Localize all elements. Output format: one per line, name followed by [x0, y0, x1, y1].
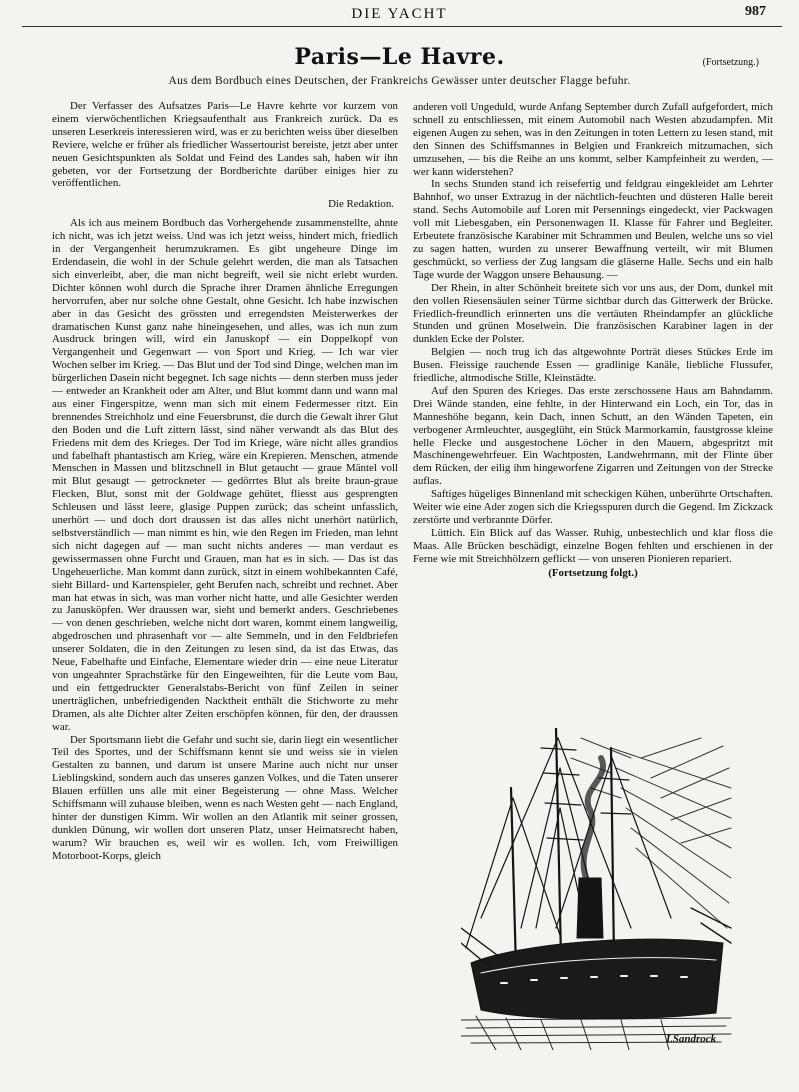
page-number: 987 [745, 4, 766, 19]
ship-illustration [461, 728, 733, 1050]
right-paragraph-4: Belgien — noch trug ich das altgewohnte Porträt dieses Stückes Erde im Busen. Fleissige rauchende Essen — gradlinige Kanäle, liebliche Flussufer, friedliche, altmodische Stille, Kleinstädte. [413, 346, 773, 385]
article-title: Paris—Le Havre. [294, 44, 505, 70]
right-paragraph-7: Lüttich. Ein Blick auf das Wasser. Ruhig, unbestechlich und klar floss die Maas. Alle Brücken beschädigt, einzelne Bogen fehlten und erschienen in der Ferne wie mit Streichhölzern geflickt — von unseren Pionieren repariert. [413, 526, 773, 565]
editor-signature: Die Redaktion. [328, 198, 394, 211]
left-paragraph-2: Der Sportsmann liebt die Gefahr und sucht sie, darin liegt ein wesentlicher Teil des Sportes, und der Schiffsmann kennt sie und weiss sie in vielen Gestalten zu bannen, und darum ist unsere Marine auch nicht nur unser Lieblingskind, sondern auch das unseres ganzen Volkes, und die Taten unserer Blauen erfüllen uns alle mit einer Begeisterung — ohne Mass. Welcher Schiffsmann will zuhause bleiben, wenn es nach Westen geht — nach England, hinter der dunstigen Kimm. Wir wollen an den Atlantik mit seiner grossen, dunklen Dünung, wir wollen dort unseren Platz, unser Heimatsrecht haben, warum? Wir brauchen es, weil wir es wollen. Ich, vom Freiwilligen Motorboot-Korps, gleich [52, 733, 398, 862]
right-column [413, 101, 773, 580]
left-column [52, 100, 398, 863]
right-paragraph-6: Saftiges hügeliges Binnenland mit scheckigen Kühen, unberührte Ortschaften. Weiter wie eine Ader zogen sich die Kriegsspuren durch die Gegend. Im Zickzack zerstörte und verbrannte Dörfer. [413, 488, 773, 526]
to-be-continued: (Fortsetzung folgt.) [548, 566, 638, 579]
right-paragraph-1: anderen voll Ungeduld, wurde Anfang September durch Zufall aufgefordert, mich schnell zu entschliessen, mit einem Automobil nach Westen abzudampfen. Mit eigenen Augen zu sehen, was in den Zeitungen in toten Lettern zu lesen stand, mit den Sinnen des Schiffsmannes in Belgien und Frankreich mitzumachen, sich umzusehen, — bis die Reihe an uns kommt, selber Kampfeinheit zu werden, — wer kann widerstehen? [413, 101, 773, 178]
continued-note: (Fortsetzung.) [702, 57, 759, 68]
right-paragraph-2: In sechs Stunden stand ich reisefertig und feldgrau eingekleidet am Lehrter Bahnhof, wo unser Extrazug in der nächtlich-feuchten und düsteren Halle bereit stand. Sechs Automobile auf Loren mit Persennings eingedeckt, vier Packwagen voll mit Liebesgaben, ein Personenwagen II. Klasse für Fahrer und Begleiter. Erbeutete französische Karabiner mit Schrammen und Beulen, welche uns so viel zu sagen hatten, wurden zu unserer Bewaffnung verteilt, wir mit Blumen geschmückt, so verliess der Zug langsam die gläserne Halle. Sechs und ein halb Tage wurde der Waggon unsere Behausung. — [413, 178, 773, 281]
header-rule [22, 26, 782, 27]
left-paragraph-1: Als ich aus meinem Bordbuch das Vorhergehende zusammenstellte, ahnte ich nicht, was ich jetzt weiss. Und was ich jetzt weiss, hindert mich, friedlich in der Vergangenheit herumzukramen. Es gibt ungeheure Dinge im Erdendasein, die wohl in der Schule gelehrt werden, die man als Tatsachen sich einverleibt, aber, die man nicht begreift, weil sie nicht erlebt wurden. Dichter können wohl durch die Sprache ihrer Dramen ähnliche Erregungen hervorrufen, aber nur solche ohne Gestalt, ohne Gesicht. Ich habe inzwischen aber in das Gesicht des grössten und erregendsten Meisterwerkes der dramatischen Kunst ganz nahe hineingesehen, und alles, was ich nun zum Ausdruck bringen will, wird ein Januskopf — ein Doppelkopf von Vergangenheit und Gegenwart — von Sport und Krieg. — Ich war vier Wochen selber im Krieg. — Das Blut und der Tod sind Dinge, welchen man im bürgerlichen Dasein nicht begegnet. Ich sage nichts — denn sterben muss jeder — entweder an Krankheit oder am Alter, und Blut kommt dann und wann mal aus einer Fingerspitze, wenn man sich mit einem Federmesser ritzt. Ein brennendes Streichholz und eine Feuersbrunst, die durch die Gewalt ihrer Glut den Boden und die Luft zittern lässt, sind näher verwandt als das Blut des Friedens mit dem des Krieges. Der Tod im Kriege, wäre nicht alles grandios und fabelhaft phantastisch am Krieg, wäre ein Krepieren. Menschen, atmende Menschen in Massen und blitzschnell in Blut getaucht — graue Mäntel voll mit Blut gesaugt — getrockneter — gedörrtes Blut als breite braun-graue Flecken, Blut, sonst mit der Goldwage gehütet, fliesst aus gesprengten Schleusen und lässt leere, glasige Puppen zurück; das scheint unfasslich, unerhört — und doch dort draussen ist das alles nicht unerhört natürlich, selbstverständlich — man nimmt es hin, wie den Regen im Frieden, man lehnt sich nicht dagegen auf — man sucht nichts anderes — man verdaut es gewissermassen ohne Furcht und Grauen, man hat es in sich. — Das ist das Ungeheuerliche. Man kommt dann zurück, sitzt in einem wohlbekannten Café, sieht Billard- und Kartenspieler, geht Berufen nach, schreibt und rechnet. Aber man hat etwas in sich, was man vorher nicht hatte, und alle Gesichter werden zu Janusköpfen. Wer draussen war, sieht und bemerkt anders. Geschriebenes — von denen geschrieben, welche nicht dort waren, kommt einem langweilig, abgedroschen und phrasenhaft vor — alte Semmeln, und in den Feldbriefen unserer Soldaten, die in den Zeitungen zu lesen sind, da ist das Etwas, das Neue, Fabelhafte und Einfache, Elementare wieder drin — eine neue Literatur von ungeahnter Sprachstärke für den Eingeweihten, für die Leute vom Bau, und ein fettgedruckter Generalstabs-Bericht von fünf Zeilen in seiner unerträglichen, unbefriedigenden Nacktheit enthält die Stichworte zu mehr Dramen, als alte Dichter alter Zeiten erschöpfen können, für den, der draussen war. [52, 217, 398, 733]
editor-note: Der Verfasser des Aufsatzes Paris—Le Havre kehrte vor kurzem von einem vierwöchentlichen Kriegsaufenthalt aus Frankreich zurück. Da es unseren Leserkreis interessieren wird, was er zu berichten weiss über dieselben Reviere, welche er früher als friedlicher Wassertourist bereiste, jetzt aber unter neuen Gesichtspunkten als Soldat und Feind des Landes sah, haben wir ihn gebeten, vor der Fortsetzung der Bordberichte darüber einiges hier zu veröffentlichen. [52, 100, 398, 190]
right-paragraph-5: Auf den Spuren des Krieges. Das erste zerschossene Haus am Bahndamm. Drei Wände standen, eine fehlte, in der Hinterwand ein Loch, ein Tor, das in Manneshöhe begann, kein Dach, innen Schutt, an den Wänden Tapeten, ein verbogener Armleuchter, ausgeglüht, ein Stück Marmorkamin, faustgrosse kleine helle Flecke und ausgestochene Löcher in den Mauern, abgespritzt mit Maschinengewehrfeuer. Ein Wachtposten, Landwehrmann, mit der Flinte über dem Rücken, der eilig ihm hingeworfene Zigarren und Zeitungen von der Strecke auflas. [413, 384, 773, 488]
illustration-signature: LSandrock [666, 1033, 717, 1045]
article-subtitle: Aus dem Bordbuch eines Deutschen, der Frankreichs Gewässer unter deutscher Flagge befuhr. [168, 75, 631, 87]
right-paragraph-3: Der Rhein, in alter Schönheit breitete sich vor uns aus, der Dom, dunkel mit den vollen Riesensäulen seiner Türme sichtbar durch das Gitterwerk der Brücke. Friedlich-freundlich erinnerten uns die vertäuten Rheindampfer an glückliche Stunden und grünen Moselwein. Die französischen Karabiner lagen in der dunklen Ecke der Polster. [413, 281, 773, 346]
running-head: DIE YACHT [351, 6, 448, 22]
